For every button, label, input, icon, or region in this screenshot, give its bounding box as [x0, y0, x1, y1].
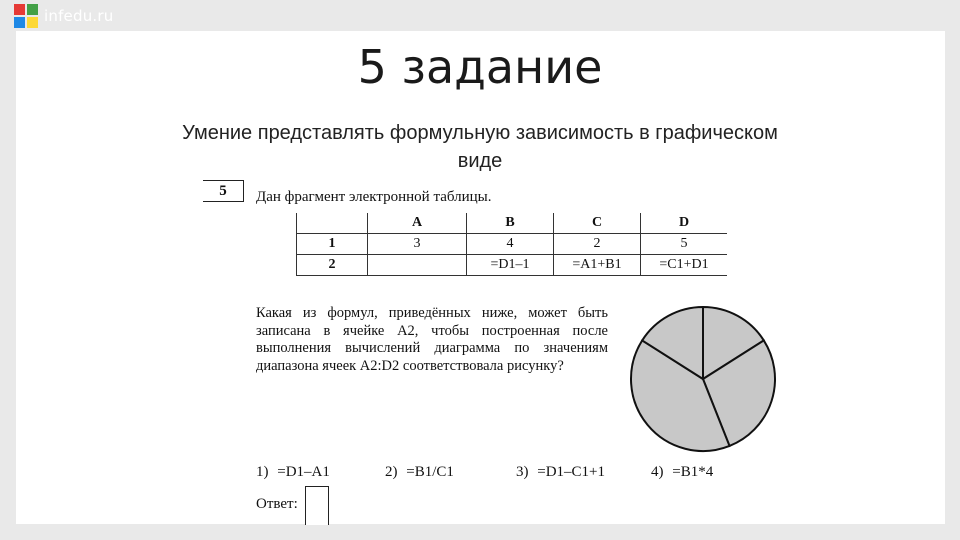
table-cell: 2: [554, 234, 641, 255]
option-2: [385, 464, 454, 481]
logo-icon: [14, 4, 38, 28]
table-row: [297, 234, 728, 255]
option-3: [516, 464, 605, 481]
option-formula: =D1–A1: [277, 464, 330, 480]
table-header-cell: D: [641, 213, 728, 234]
table-cell: 3: [368, 234, 467, 255]
option-number: 1): [256, 464, 269, 480]
task-number: 5: [203, 180, 244, 202]
answer-label: Ответ:: [256, 496, 298, 512]
row-number-cell: 1: [297, 234, 368, 255]
table-cell: =C1+D1: [641, 255, 728, 276]
table-cell: 5: [641, 234, 728, 255]
spreadsheet-table: [296, 213, 727, 276]
table-cell: =A1+B1: [554, 255, 641, 276]
row-number-cell: 2: [297, 255, 368, 276]
task-question: Какая из формул, приведённых ниже, может быть записана в ячейке A2, чтобы построенная после выполнения вычислений диаграмма по значениям диапазона ячеек A2:D2 соответствовала рисунку?: [256, 305, 608, 374]
table-header-cell: A: [368, 213, 467, 234]
pie-chart: [628, 304, 778, 454]
table-header-cell: B: [467, 213, 554, 234]
answer-input[interactable]: [305, 486, 329, 525]
table-cell: =D1–1: [467, 255, 554, 276]
slide-area: [16, 31, 945, 524]
task-intro: Дан фрагмент электронной таблицы.: [256, 189, 492, 205]
option-number: 3): [516, 464, 529, 480]
option-formula: =B1/C1: [406, 464, 454, 480]
table-cell: [368, 255, 467, 276]
site-name: infedu.ru: [44, 7, 114, 25]
table-header-cell: [297, 213, 368, 234]
option-formula: =B1*4: [672, 464, 714, 480]
table-row: [297, 255, 728, 276]
table-header-row: [297, 213, 728, 234]
option-formula: =D1–C1+1: [537, 464, 606, 480]
site-logo[interactable]: [14, 4, 113, 28]
table-header-cell: C: [554, 213, 641, 234]
option-4: [651, 464, 713, 481]
slide-subtitle: Умение представлять формульную зависимость в графическом виде: [182, 122, 778, 172]
option-number: 4): [651, 464, 664, 480]
table-cell: 4: [467, 234, 554, 255]
option-1: [256, 464, 330, 481]
slide-title: 5 задание: [357, 40, 603, 94]
option-number: 2): [385, 464, 398, 480]
